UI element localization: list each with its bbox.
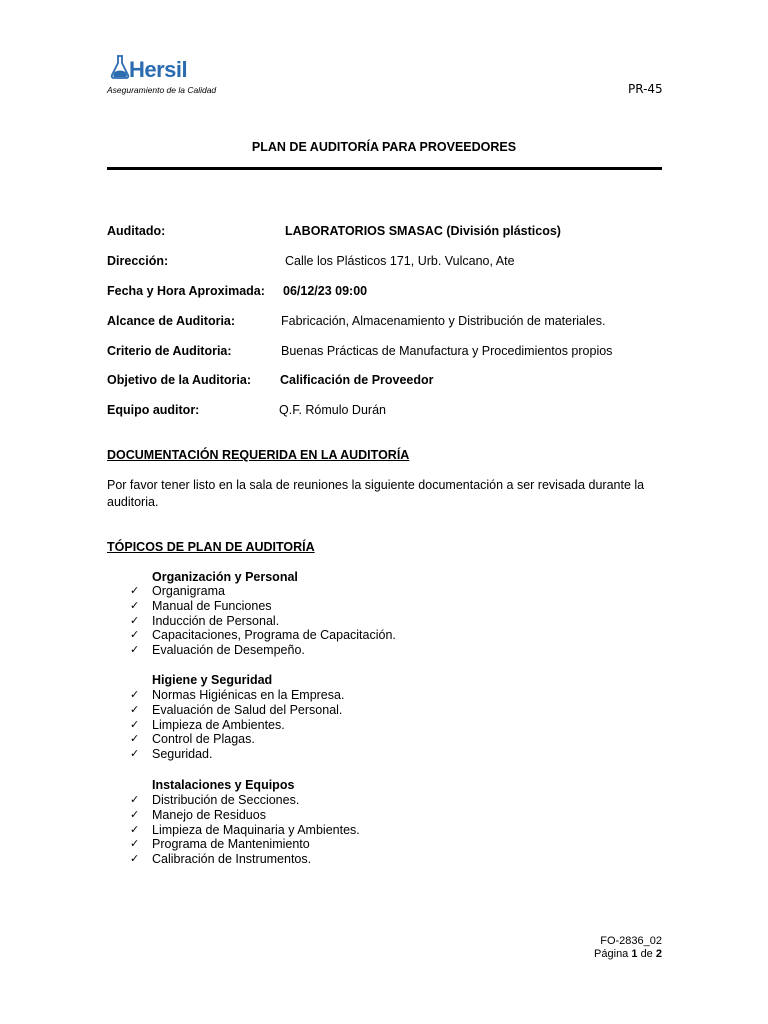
flask-icon: [110, 55, 130, 79]
topics-heading: TÓPICOS DE PLAN DE AUDITORÍA: [107, 540, 315, 554]
logo-wordmark: Hersil: [129, 57, 188, 82]
document-code: PR-45: [628, 82, 663, 96]
list-item: ✓ Limpieza de Ambientes.: [130, 717, 285, 732]
field-value: Buenas Prácticas de Manufactura y Procedimientos propios: [281, 344, 613, 358]
check-icon: ✓: [130, 732, 140, 746]
title-divider: [107, 167, 662, 170]
check-icon: ✓: [130, 628, 140, 642]
check-icon: ✓: [130, 822, 140, 836]
page-of: de: [640, 948, 653, 960]
field-label: Alcance de Auditoria:: [107, 314, 236, 328]
check-icon: ✓: [130, 688, 140, 701]
page-title: PLAN DE AUDITORÍA PARA PROVEEDORES: [251, 140, 517, 154]
field-label: Dirección:: [107, 254, 169, 268]
field-label: Fecha y Hora Aproximada:: [107, 284, 265, 298]
list-item: ✓ Manual de Funciones: [130, 598, 272, 613]
check-icon: ✓: [130, 747, 140, 761]
list-item: ✓ Evaluación de Salud del Personal.: [130, 702, 343, 717]
check-icon: ✓: [130, 613, 140, 627]
check-icon: ✓: [130, 598, 140, 612]
list-item: ✓ Control de Plagas.: [130, 732, 255, 747]
group-title-organizacion: Organización y Personal: [152, 570, 298, 584]
field-label: Objetivo de la Auditoria:: [107, 373, 251, 387]
field-value: 06/12/23 09:00: [283, 284, 368, 298]
check-icon: ✓: [130, 793, 140, 806]
field-label: Equipo auditor:: [107, 403, 200, 417]
page-indicator: [594, 948, 662, 960]
check-icon: ✓: [130, 643, 140, 657]
field-label: Criterio de Auditoria:: [107, 344, 232, 358]
group-title-higiene: Higiene y Seguridad: [152, 673, 273, 687]
page-total: 2: [655, 948, 662, 960]
list-item: ✓ Calibración de Instrumentos.: [130, 852, 312, 867]
list-item: ✓ Inducción de Personal.: [130, 613, 280, 628]
field-value: LABORATORIOS SMASAC (División plásticos): [285, 224, 561, 238]
field-value: Fabricación, Almacenamiento y Distribución de materiales.: [281, 314, 606, 328]
tagline: Aseguramiento de la Calidad: [107, 85, 217, 95]
group-title-instalaciones: Instalaciones y Equipos: [152, 778, 295, 792]
field-value: Q.F. Rómulo Durán: [279, 403, 386, 417]
checklist-higiene: [130, 688, 344, 762]
check-icon: ✓: [130, 807, 140, 821]
field-value: Calle los Plásticos 171, Urb. Vulcano, Ate: [285, 254, 515, 268]
check-icon: ✓: [130, 852, 140, 866]
checklist-organizacion: [130, 584, 396, 658]
list-item: ✓ Organigrama: [130, 584, 225, 598]
check-icon: ✓: [130, 837, 140, 851]
checklist-instalaciones: [130, 793, 360, 867]
footer-form-code: FO-2836_02: [600, 935, 662, 947]
list-item: ✓ Normas Higiénicas en la Empresa.: [130, 688, 345, 702]
list-item: ✓ Evaluación de Desempeño.: [130, 643, 305, 658]
documentation-text: Por favor tener listo en la sala de reuniones la siguiente documentación a ser revisada durante la auditoria.: [107, 478, 645, 509]
list-item: ✓ Manejo de Residuos: [130, 807, 266, 822]
check-icon: ✓: [130, 717, 140, 731]
check-icon: ✓: [130, 584, 140, 597]
page-word: Página: [594, 948, 629, 960]
field-value: Calificación de Proveedor: [280, 373, 434, 387]
check-icon: ✓: [130, 702, 140, 716]
page-current: 1: [631, 948, 638, 960]
field-label: Auditado:: [107, 224, 166, 238]
documentation-heading: DOCUMENTACIÓN REQUERIDA EN LA AUDITORÍA: [107, 448, 410, 462]
list-item: ✓ Distribución de Secciones.: [130, 793, 300, 807]
list-item: ✓ Limpieza de Maquinaria y Ambientes.: [130, 822, 360, 837]
list-item: ✓ Programa de Mantenimiento: [130, 837, 310, 852]
list-item: ✓ Capacitaciones, Programa de Capacitación.: [130, 628, 396, 643]
hersil-logo: [110, 55, 188, 82]
list-item: ✓ Seguridad.: [130, 747, 213, 762]
